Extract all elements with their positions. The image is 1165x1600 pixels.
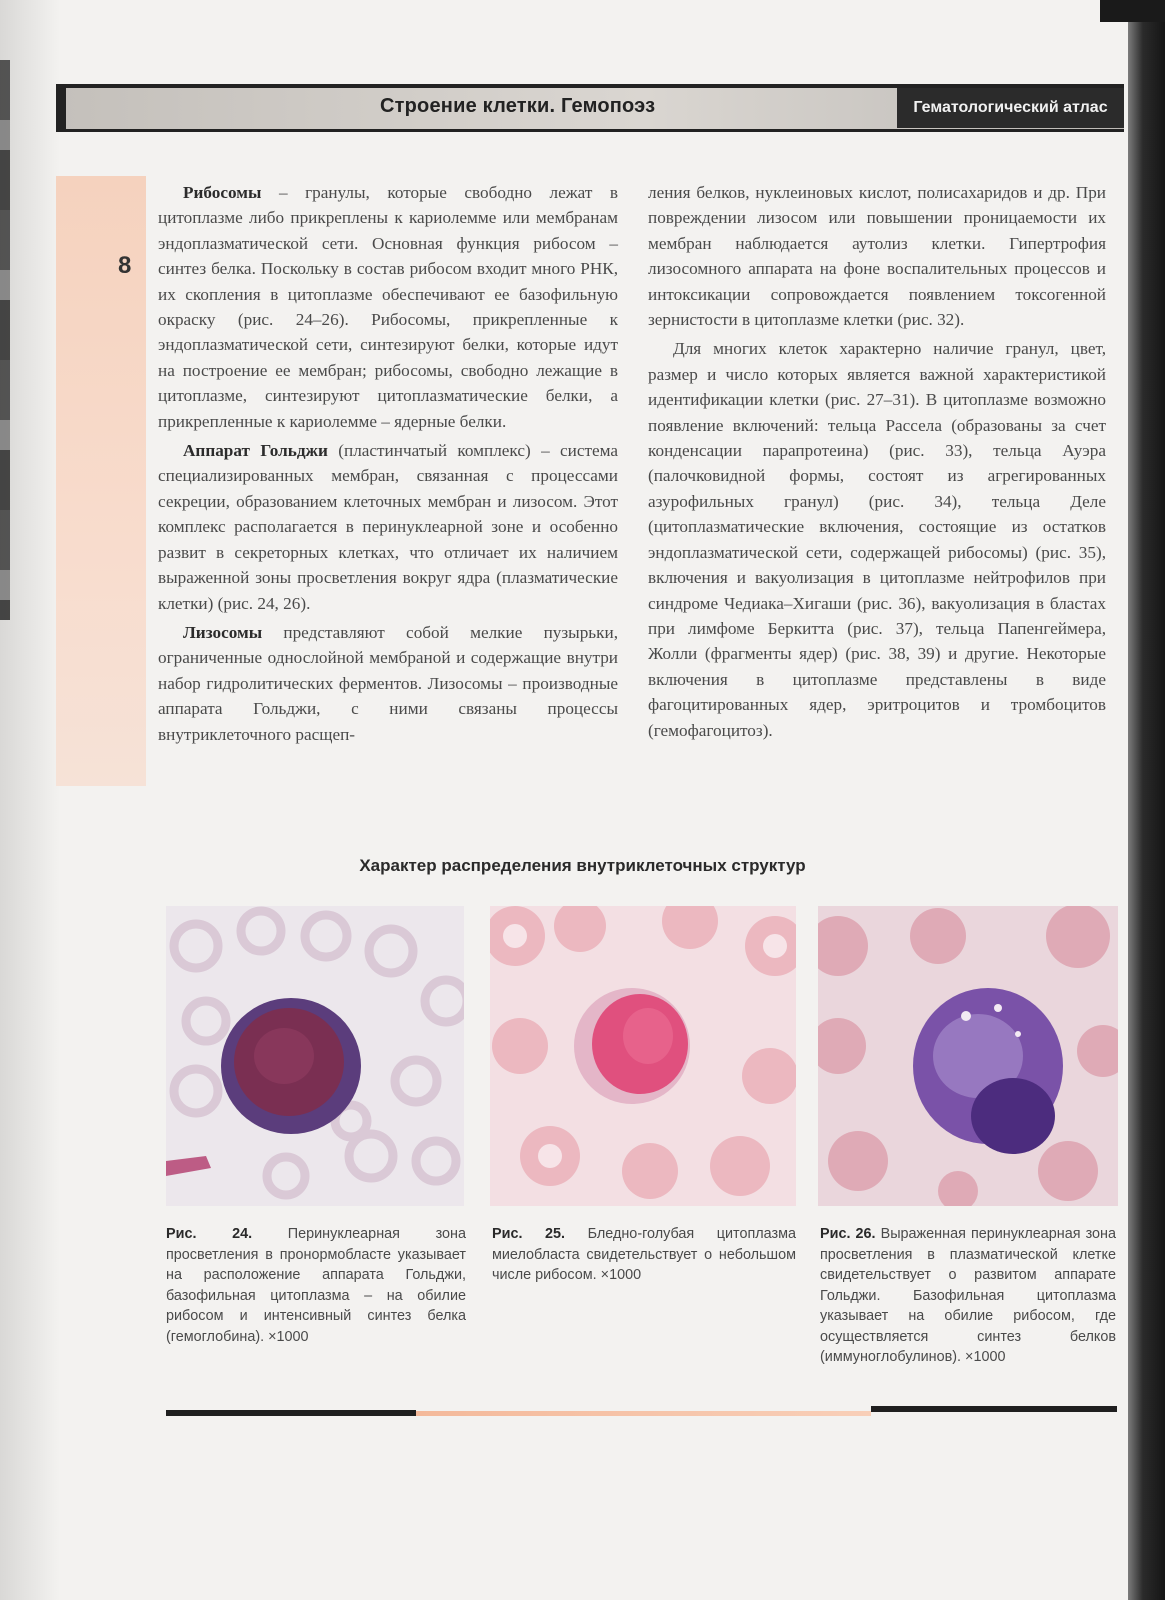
- page-number: 8: [118, 252, 132, 279]
- footer-rule-center: [416, 1411, 871, 1416]
- figure-26-caption: Рис. 26. Выраженная перинуклеарная зона просветления в плазматической клетке свидетельствует о развитом аппарате Гольджи. Базофильная цитоплазма указывает на обилие рибосом, где осуществляется синтез белков (иммуноглобулинов). ×1000: [820, 1226, 1116, 1365]
- running-header-atlas-tag: Гематологический атлас: [897, 88, 1124, 128]
- micrograph-plasma-cell: [818, 906, 1118, 1206]
- micrograph-myeloblast: [490, 906, 796, 1206]
- footer-rule-right: [871, 1406, 1117, 1412]
- scan-edge-right: [1128, 0, 1165, 1600]
- scan-edge-top-right: [1100, 0, 1165, 22]
- text-column-left: [158, 180, 618, 747]
- scan-edge-left: [0, 60, 10, 620]
- term-lysosomes: Лизосомы: [183, 622, 263, 642]
- figure-24-image: [166, 906, 464, 1206]
- paragraph-lysosomes: Лизосомы представляют собой мелкие пузырьки, ограниченные однослойной мембраной и содержащие внутри набор гидролитических ферментов. Лизосомы – производные аппарата Гольджи, с ними связаны процессы внутриклеточного расщеп-: [158, 622, 618, 744]
- page-margin-band: [56, 176, 146, 786]
- footer-rule-left: [166, 1410, 416, 1416]
- term-ribosomes: Рибосомы: [183, 183, 262, 202]
- paragraph-ribosomes: Рибосомы – гранулы, которые свободно лежат в цитоплазме либо прикреплены к кариолемме или мембранам эндоплазматической сети. Основная функция рибосом – синтез белка. Поскольку в состав рибосом входит много РНК, их скопления в цитоплазме обеспечивают ее базофильную окраску (рис. 24–26). Рибосомы, прикрепленные к эндоплазматической сети, синтезируют белки, которые идут на построение ее мембран; рибосомы, свободно лежащие в цитоплазме, синтезируют цитоплазматические белки, а прикрепленные к кариолемме – ядерные белки.: [158, 183, 618, 431]
- micrograph-pronormoblast: [166, 906, 464, 1206]
- figure-26-image: [818, 906, 1118, 1206]
- paragraph-golgi: Аппарат Гольджи (пластинчатый комплекс) – система специализированных мембран, связанная с процессами секреции, образованием клеточных мембран и лизосом. Этот комплекс располагается в перинуклеарной зоне и особенно развит в секреторных клетках, что отличает их наличием выраженной зоны просветления вокруг ядра (плазматические клетки) (рис. 24, 26).: [158, 441, 619, 613]
- figure-25-image: [490, 906, 796, 1206]
- running-header-title: Строение клетки. Гемопоэз: [380, 95, 656, 117]
- paragraph-lysosomes-cont: ления белков, нуклеиновых кислот, полисахаридов и др. При повреждении лизосом или повышении проницаемости их мембран наблюдается аутолиз клетки. Гипертрофия лизосомного аппарата на фоне воспалительных процессов и интоксикации сопровождается появлением токсогенной зернистости в цитоплазме клетки (рис. 32).: [648, 183, 1106, 330]
- term-golgi: Аппарат Гольджи: [183, 441, 328, 461]
- text-column-right: [648, 180, 1106, 743]
- section-title: Характер распределения внутриклеточных структур: [359, 856, 806, 875]
- paragraph-granules: Для многих клеток характерно наличие гранул, цвет, размер и число которых является важной характеристикой идентификации клетки (рис. 27–31). В цитоплазме возможно появление включений: тельца Рассела (образованы за счет конденсации парапротеина) (рис. 33), тельца Ауэра (палочковидной формы, состоят из агрегированных азурофильных гранул) (рис. 34), тельца Деле (цитоплазматические включения, состоящие из остатков эндоплазматической сети, содержащей рибосомы) (рис. 35), включения и вакуолизация в цитоплазме нейтрофилов при синдроме Чедиака–Хигаши (рис. 36), вакуолизация в бластах при лимфоме Беркитта (рис. 37), тельца Папенгеймера, Жолли (фрагменты ядер) (рис. 38, 39) и другие. Некоторые включения в цитоплазме представлены в виде фагоцитированных ядер, эритроцитов и тромбоцитов (гемофагоцитоз).: [648, 339, 1106, 740]
- figure-25-caption: Рис. 25. Бледно-голубая цитоплазма миелобласта свидетельствует о небольшом числе рибосом. ×1000: [492, 1226, 796, 1283]
- figure-24-caption: Рис. 24. Перинуклеарная зона просветления в пронормобласте указывает на расположение аппарата Гольджи, базофильная цитоплазма – на обилие рибосом и интенсивный синтез белка (гемоглобина). ×1000: [166, 1226, 466, 1345]
